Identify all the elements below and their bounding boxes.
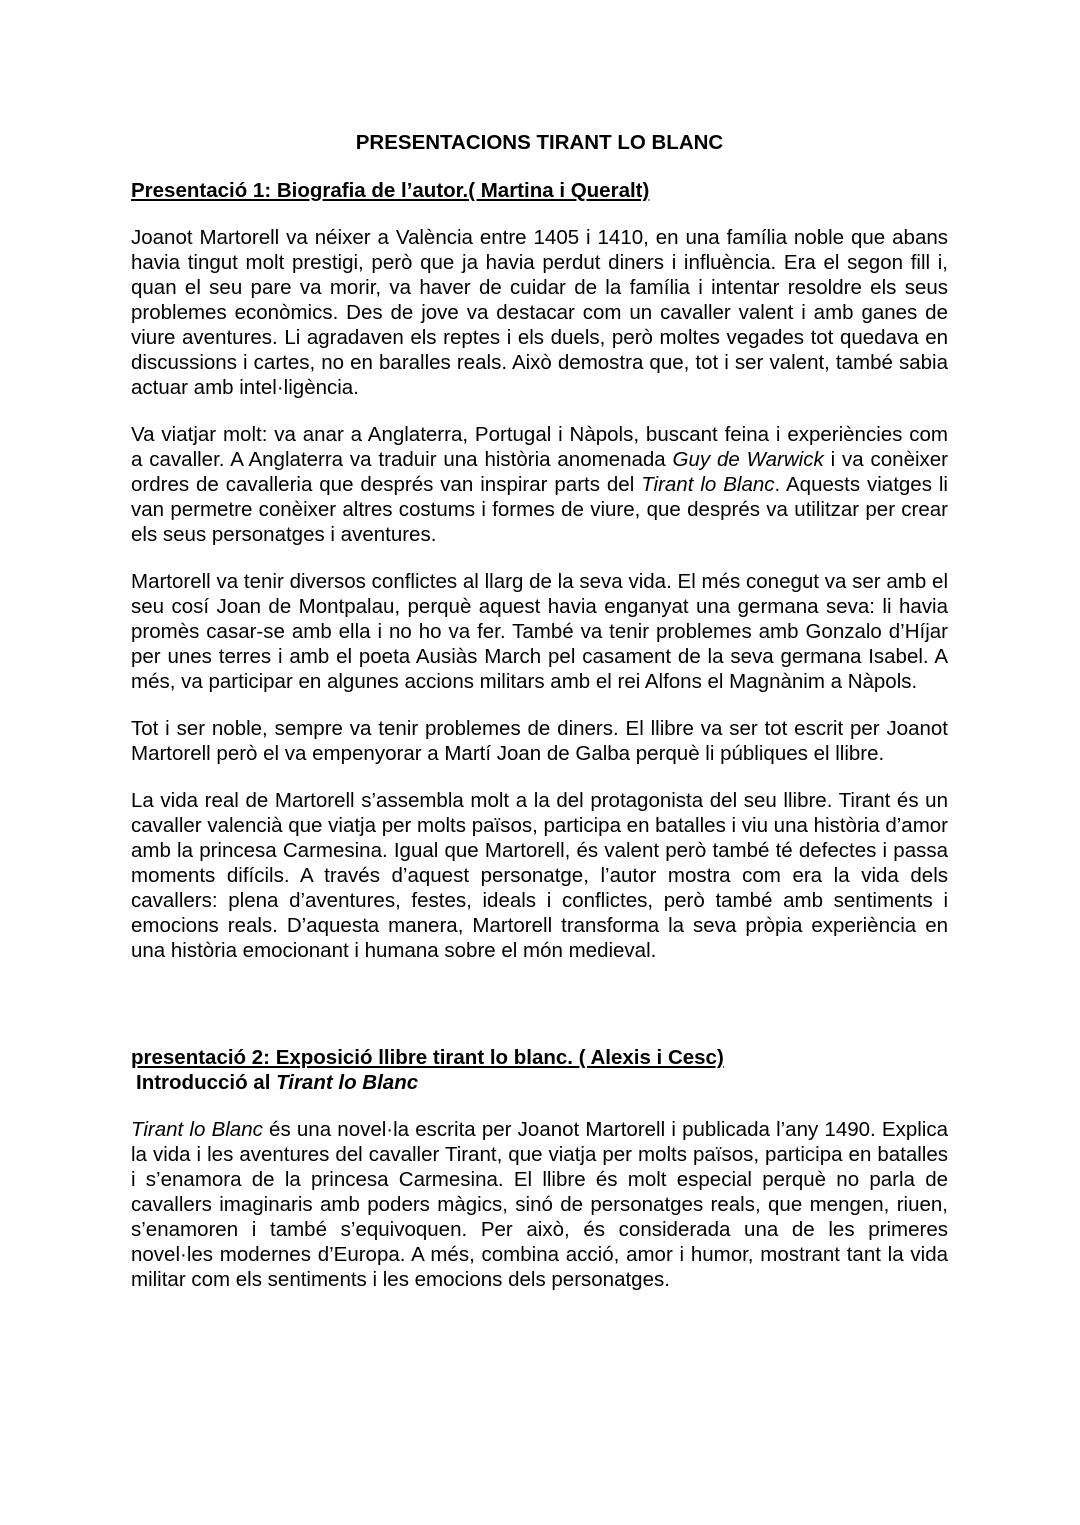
spacer [131, 985, 948, 1045]
book-title-tirant: Tirant lo Blanc [131, 1118, 263, 1141]
section-1-heading: Presentació 1: Biografia de l’autor.( Martina i Queralt) [131, 179, 650, 202]
subheading-text: Introducció al [136, 1071, 277, 1094]
section-2-paragraph-1 [131, 1117, 948, 1292]
book-title-tirant: Tirant lo Blanc [641, 473, 775, 496]
section-1-paragraph-3: Martorell va tenir diversos conflictes al llarg de la seva vida. El més conegut va ser amb el seu cosí Joan de Montpalau, perquè aquest havia enganyat una germana seva: li havia promès casar-se amb ella i no ho va fer. També va tenir problemes amb Gonzalo d’Híjar per unes terres i amb el poeta Ausiàs March pel casament de la seva germana Isabel. A més, va participar en algunes accions militars amb el rei Alfons el Magnànim a Nàpols. [131, 570, 948, 693]
section-1-paragraph-4: Tot i ser noble, sempre va tenir problemes de diners. El llibre va ser tot escrit per Joanot Martorell però el va empenyorar a Martí Joan de Galba perquè li públiques el llibre. [131, 717, 948, 765]
section-2-subheading [136, 1070, 948, 1095]
section-1-paragraph-5: La vida real de Martorell s’assembla molt a la del protagonista del seu llibre. Tirant és un cavaller valencià que viatja per molts països, participa en batalles i viu una història d’amor amb la princesa Carmesina. Igual que Martorell, és valent però també té defectes i passa moments difícils. A través d’aquest personatge, l’autor mostra com era la vida dels cavallers: plena d’aventures, festes, ideals i conflictes, però també amb sentiments i emocions reals. D’aquesta manera, Martorell transforma la seva pròpia experiència en una història emocionant i humana sobre el món medieval. [131, 789, 949, 962]
paragraph-text: és una novel·la escrita per Joanot Martorell i publicada l’any 1490. Explica la vida i les aventures del cavaller Tirant, que viatja per molts països, participa en batalles i s’enamora de la princesa Carmesina. El llibre és molt especial perquè no parla de cavallers imaginaris amb poders màgics, sinó de personatges reals, que mengen, riuen, s’enamoren i també s’equivoquen. Per això, és considerada una de les primeres novel·les modernes d’Europa. A més, combina acció, amor i humor, mostrant tant la vida militar com els sentiments i les emocions dels personatges. [131, 1118, 948, 1291]
section-1-paragraph-2 [131, 422, 948, 547]
document-page [131, 128, 948, 1314]
section-1-paragraph-1: Joanot Martorell va néixer a València entre 1405 i 1410, en una família noble que abans havia tingut molt prestigi, però que ja havia perdut diners i influència. Era el segon fill i, quan el seu pare va morir, va haver de cuidar de la família i intentar resoldre els seus problemes econòmics. Des de jove va destacar com un cavaller valent i amb ganes de viure aventures. Li agradaven els reptes i els duels, però moltes vegades tot quedava en discussions i cartes, no en baralles reals. Això demostra que, tot i ser valent, també sabia actuar amb intel·ligència. [131, 226, 948, 399]
paragraph-text: . Aquests viatges li van permetre conèixer altres costums i formes de viure, que després va utilitzar per crear els seus personatges i aventures. [131, 473, 948, 546]
paragraph-text: i va conèixer ordres de cavalleria que després van inspirar parts del [131, 448, 949, 496]
book-title-guy-de-warwick: Guy de Warwick [672, 448, 824, 471]
section-2-heading: presentació 2: Exposició llibre tirant lo blanc. ( Alexis i Cesc) [131, 1046, 724, 1069]
document-title: PRESENTACIONS TIRANT LO BLANC [355, 131, 724, 154]
paragraph-text: Va viatjar molt: va anar a Anglaterra, Portugal i Nàpols, buscant feina i experiències com a cavaller. A Anglaterra va traduir una història anomenada [131, 423, 948, 471]
subheading-book-title: Tirant lo Blanc [276, 1071, 419, 1094]
